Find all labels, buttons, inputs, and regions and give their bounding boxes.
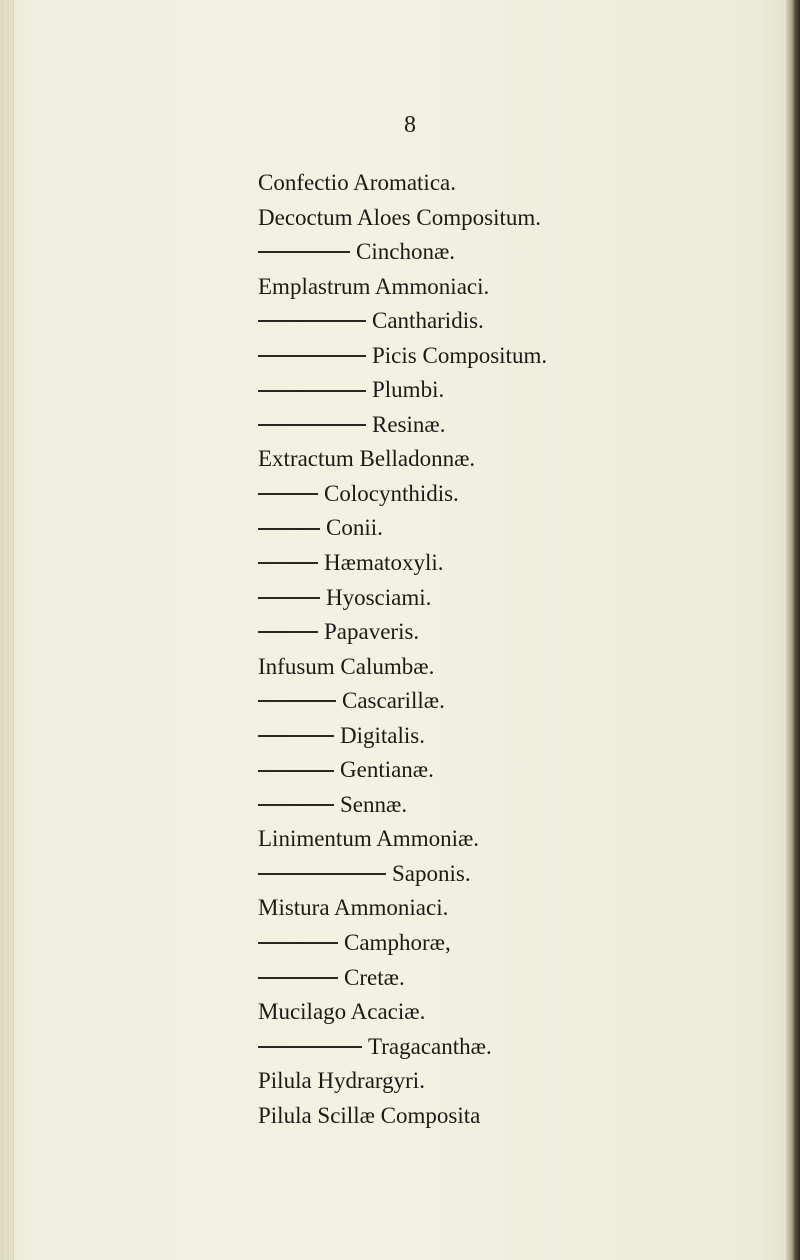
ditto-dash [258,355,366,357]
ditto-dash [258,804,334,806]
list-item [258,891,788,926]
entry-text: Camphoræ, [344,930,451,956]
ditto-dash [258,424,366,426]
entry-text: Tragacanthæ. [368,1033,492,1059]
list-item-continuation [258,857,788,892]
ditto-dash [258,631,318,633]
page-number: 8 [404,112,416,138]
entry-text: Mucilago Acaciæ. [258,999,426,1025]
list-item-continuation [258,235,788,270]
entry-text: Mistura Ammoniaci. [258,895,449,921]
ditto-dash [258,1046,362,1048]
list-item-continuation [258,753,788,788]
ditto-dash [258,977,338,979]
list-item [258,442,788,477]
ditto-dash [258,320,366,322]
ditto-dash [258,770,334,772]
ditto-dash [258,251,350,253]
entry-text: Digitalis. [340,722,425,748]
entry-text: Linimentum Ammoniæ. [258,826,480,852]
ditto-dash [258,700,336,702]
list-item-continuation [258,1030,788,1065]
book-spine-edge [786,0,800,1260]
entry-text: Confectio Aromatica. [258,170,456,195]
entry-text: Infusum Calumbæ. [258,653,435,679]
entry-text: Hæmatoxyli. [324,550,444,576]
preparations-list [258,166,788,1133]
ditto-dash [258,873,386,875]
entry-text: Papaveris. [324,619,420,645]
list-item-continuation [258,511,788,546]
ditto-dash [258,942,338,944]
ditto-dash [258,528,320,530]
entry-text: Decoctum Aloes Compositum. [258,204,542,230]
ditto-dash [258,493,318,495]
entry-text: Plumbi. [372,377,445,403]
entry-text: Hyosciami. [326,584,432,610]
ditto-dash [258,562,318,564]
list-item-continuation [258,788,788,823]
entry-text: Saponis. [392,860,471,886]
list-item [258,270,788,305]
entry-text: Sennæ. [340,791,408,817]
list-item-continuation [258,719,788,754]
entry-text: Emplastrum Ammoniaci. [258,273,490,299]
entry-text: Resinæ. [372,411,446,437]
list-item [258,201,788,236]
list-item-continuation [258,546,788,581]
list-item [258,1064,788,1099]
list-item [258,1099,788,1134]
entry-text: Colocynthidis. [324,480,459,506]
entry-text: Extractum Belladonnæ. [258,446,476,472]
list-item [258,995,788,1030]
ditto-dash [258,597,320,599]
list-item-continuation [258,408,788,443]
entry-text: Cretæ. [344,964,405,990]
list-item [258,166,788,201]
ditto-dash [258,390,366,392]
page-left-edge [0,0,14,1260]
entry-text: Cinchonæ. [356,239,456,265]
list-item-continuation [258,684,788,719]
entry-text: Picis Compositum. [372,342,548,368]
list-item-continuation [258,581,788,616]
list-item [258,650,788,685]
list-item [258,822,788,857]
list-item-continuation [258,304,788,339]
entry-text: Gentianæ. [340,757,434,783]
entry-text: Pilula Hydrargyri. [258,1068,425,1094]
entry-text: Conii. [326,515,383,541]
list-item-continuation [258,477,788,512]
list-item-continuation [258,961,788,996]
list-item-continuation [258,373,788,408]
list-item-continuation [258,615,788,650]
entry-text: Cascarillæ. [342,688,445,714]
entry-text: Cantharidis. [372,308,484,334]
list-item-continuation [258,339,788,374]
ditto-dash [258,735,334,737]
entry-text: Pilula Scillæ Composita [258,1102,481,1128]
list-item-continuation [258,926,788,961]
